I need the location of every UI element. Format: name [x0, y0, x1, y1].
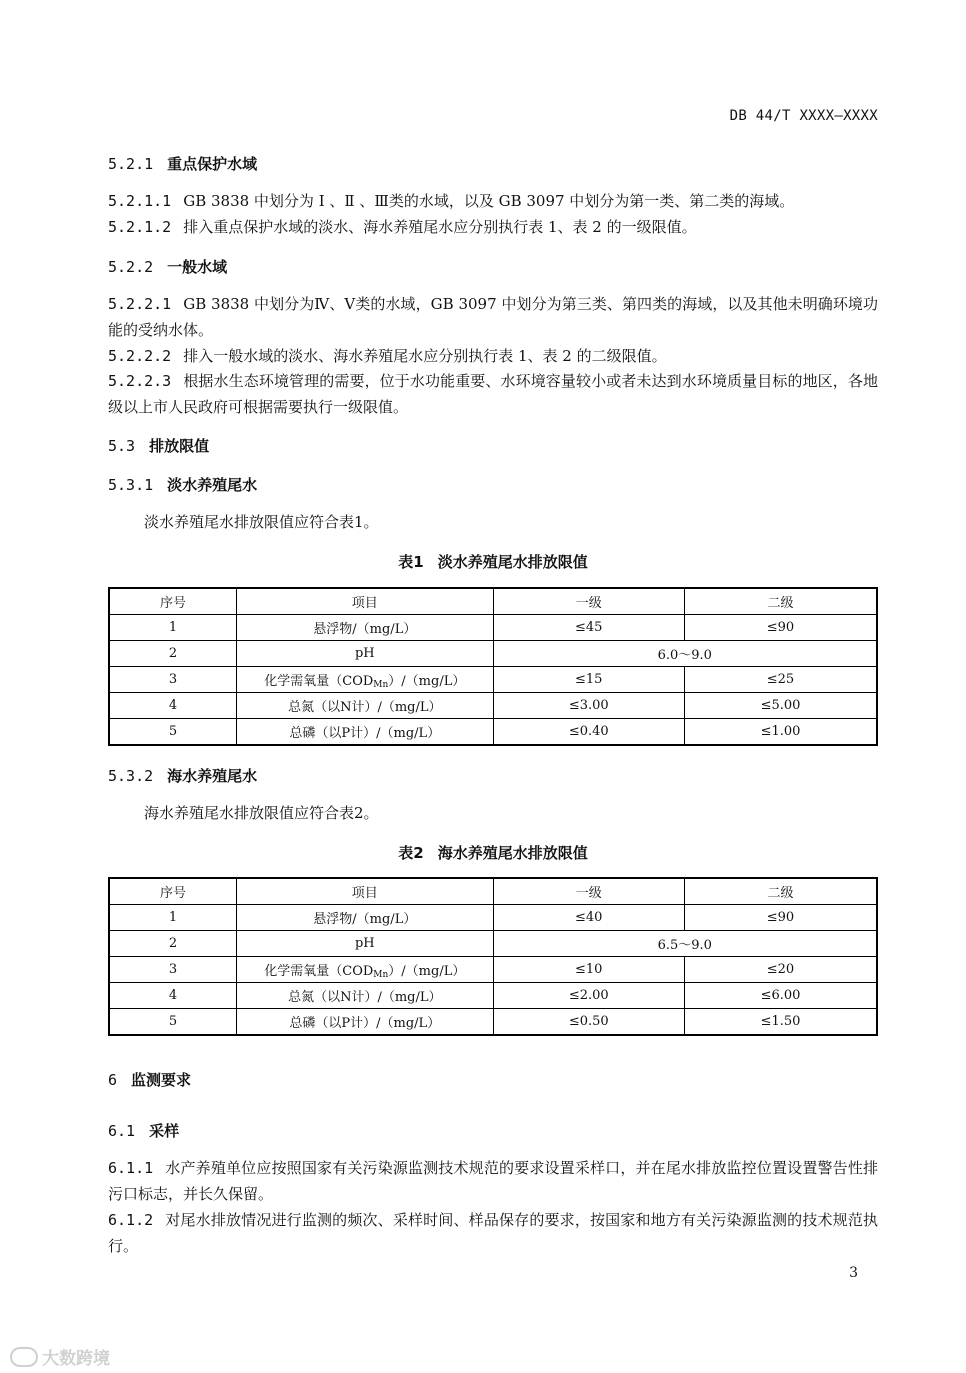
cell-no: 2: [109, 931, 237, 957]
heading-title: 排放限值: [149, 437, 210, 455]
heading-title: 采样: [149, 1122, 180, 1140]
table-row: [109, 667, 877, 693]
header-cell: 一级: [493, 588, 684, 615]
cell-level1: ≤15: [493, 667, 684, 693]
cell-item: [237, 957, 493, 983]
cell-no: 3: [109, 957, 237, 983]
cell-item: 总氮（以N计）/（mg/L）: [237, 983, 493, 1009]
heading-number: 5.3.1: [108, 476, 154, 494]
cell-level1: ≤0.50: [493, 1009, 684, 1036]
clause-number: 5.2.2.1: [108, 295, 172, 313]
cell-item: pH: [237, 641, 493, 667]
clause-text: 排入重点保护水域的淡水、海水养殖尾水应分别执行表 1、表 2 的一级限值。: [183, 218, 697, 236]
cell-level2: ≤1.00: [684, 719, 877, 746]
caption-number: 表1: [398, 553, 424, 571]
cell-merged-range: 6.0～9.0: [493, 641, 877, 667]
header-cell: 项目: [237, 588, 493, 615]
cell-item: 总磷（以P计）/（mg/L）: [237, 1009, 493, 1036]
clause-number: 6.1.2: [108, 1211, 154, 1229]
clause-text: 根据水生态环境管理的需要，位于水功能重要、水环境容量较小或者未达到水环境质量目标的地区，各地级以上市人民政府可根据需要执行一级限值。: [108, 372, 878, 416]
table2-intro: 海水养殖尾水排放限值应符合表2。: [144, 804, 379, 822]
item-subscript: Mn: [373, 679, 389, 690]
paragraph-5-2-2-3: [108, 368, 878, 420]
paragraph-5-2-2-2: [108, 343, 878, 369]
cell-level2: ≤1.50: [684, 1009, 877, 1036]
cell-merged-range: 6.5～9.0: [493, 931, 877, 957]
table-row: [109, 931, 877, 957]
cell-level1: ≤10: [493, 957, 684, 983]
clause-text: GB 3838 中划分为Ⅳ、Ⅴ类的水域，GB 3097 中划分为第三类、第四类的海域，以及其他未明确环境功能的受纳水体。: [108, 295, 878, 339]
cell-level2: ≤5.00: [684, 693, 877, 719]
cell-level2: ≤90: [684, 615, 877, 641]
table1-freshwater-limits: [108, 587, 878, 746]
heading-number: 6.1: [108, 1122, 136, 1140]
clause-text: 排入一般水域的淡水、海水养殖尾水应分别执行表 1、表 2 的二级限值。: [183, 347, 667, 365]
item-text: ）/（mg/L）: [388, 673, 466, 689]
item-text: 化学需氧量（COD: [264, 673, 374, 689]
table-header-row: [109, 878, 877, 905]
cell-no: 1: [109, 615, 237, 641]
header-cell: 序号: [109, 878, 237, 905]
table-row: [109, 957, 877, 983]
table-header-row: [109, 588, 877, 615]
watermark-text: 大数跨境: [42, 1349, 110, 1369]
heading-5-2-1: [108, 153, 257, 174]
cell-item: [237, 667, 493, 693]
heading-number: 6: [108, 1071, 118, 1089]
header-cell: 二级: [684, 588, 877, 615]
heading-title: 重点保护水域: [167, 155, 258, 173]
heading-5-3-2: [108, 765, 257, 786]
table2-caption: [108, 842, 878, 863]
cell-level2: ≤6.00: [684, 983, 877, 1009]
heading-number: 5.3: [108, 437, 136, 455]
item-text: ）/（mg/L）: [388, 963, 466, 979]
table1-intro: 淡水养殖尾水排放限值应符合表1。: [144, 513, 379, 531]
header-cell: 一级: [493, 878, 684, 905]
heading-6-1: [108, 1120, 179, 1141]
heading-number: 5.3.2: [108, 767, 154, 785]
table-row: [109, 983, 877, 1009]
caption-title: 海水养殖尾水排放限值: [437, 844, 588, 862]
heading-number: 5.2.1: [108, 155, 154, 173]
item-subscript: Mn: [373, 969, 389, 980]
watermark-logo-icon: [10, 1347, 38, 1367]
heading-6: [108, 1069, 191, 1090]
clause-text: 水产养殖单位应按照国家有关污染源监测技术规范的要求设置采样口，并在尾水排放监控位置设置警告性排污口标志，并长久保留。: [108, 1159, 878, 1203]
header-cell: 项目: [237, 878, 493, 905]
cell-no: 4: [109, 983, 237, 1009]
paragraph-5-2-1-2: [108, 214, 878, 240]
clause-number: 6.1.1: [108, 1159, 154, 1177]
clause-text: GB 3838 中划分为 Ⅰ 、Ⅱ 、Ⅲ类的水域，以及 GB 3097 中划分为第一类、第二类的海域。: [183, 192, 795, 210]
cell-item: 悬浮物/（mg/L）: [237, 615, 493, 641]
clause-text: 对尾水排放情况进行监测的频次、采样时间、样品保存的要求，按国家和地方有关污染源监测的技术规范执行。: [108, 1211, 878, 1255]
heading-title: 海水养殖尾水: [167, 767, 258, 785]
cell-level2: ≤25: [684, 667, 877, 693]
table-row: [109, 719, 877, 746]
table-row: [109, 641, 877, 667]
cell-no: 2: [109, 641, 237, 667]
heading-5-3-1: [108, 474, 257, 495]
heading-title: 监测要求: [131, 1071, 192, 1089]
item-text: 化学需氧量（COD: [264, 963, 374, 979]
cell-no: 5: [109, 1009, 237, 1036]
clause-number: 5.2.1.2: [108, 218, 172, 236]
paragraph-6-1-1: [108, 1155, 878, 1207]
cell-no: 3: [109, 667, 237, 693]
heading-5-2-2: [108, 256, 227, 277]
header-cell: 二级: [684, 878, 877, 905]
cell-item: 总氮（以N计）/（mg/L）: [237, 693, 493, 719]
cell-item: 悬浮物/（mg/L）: [237, 905, 493, 931]
cell-level1: ≤3.00: [493, 693, 684, 719]
cell-item: 总磷（以P计）/（mg/L）: [237, 719, 493, 746]
watermark: [10, 1344, 110, 1369]
table-row: [109, 1009, 877, 1036]
clause-number: 5.2.2.2: [108, 347, 172, 365]
page-number: 3: [849, 1265, 858, 1281]
paragraph-5-2-1-1: [108, 188, 878, 214]
table-row: [109, 905, 877, 931]
heading-title: 淡水养殖尾水: [167, 476, 258, 494]
cell-level2: ≤90: [684, 905, 877, 931]
cell-level2: ≤20: [684, 957, 877, 983]
caption-title: 淡水养殖尾水排放限值: [437, 553, 588, 571]
header-cell: 序号: [109, 588, 237, 615]
heading-title: 一般水域: [167, 258, 228, 276]
table2-seawater-limits: [108, 877, 878, 1036]
cell-level1: ≤45: [493, 615, 684, 641]
cell-item: pH: [237, 931, 493, 957]
paragraph-6-1-2: [108, 1207, 878, 1259]
cell-level1: ≤40: [493, 905, 684, 931]
table-row: [109, 693, 877, 719]
paragraph-5-2-2-1: [108, 291, 878, 343]
cell-no: 5: [109, 719, 237, 746]
cell-level1: ≤0.40: [493, 719, 684, 746]
table-row: [109, 615, 877, 641]
table1-caption: [108, 551, 878, 572]
cell-no: 1: [109, 905, 237, 931]
caption-number: 表2: [398, 844, 424, 862]
clause-number: 5.2.2.3: [108, 372, 172, 390]
heading-5-3: [108, 435, 209, 456]
document-code: DB 44/T XXXX—XXXX: [729, 108, 878, 124]
cell-no: 4: [109, 693, 237, 719]
heading-number: 5.2.2: [108, 258, 154, 276]
cell-level1: ≤2.00: [493, 983, 684, 1009]
clause-number: 5.2.1.1: [108, 192, 172, 210]
